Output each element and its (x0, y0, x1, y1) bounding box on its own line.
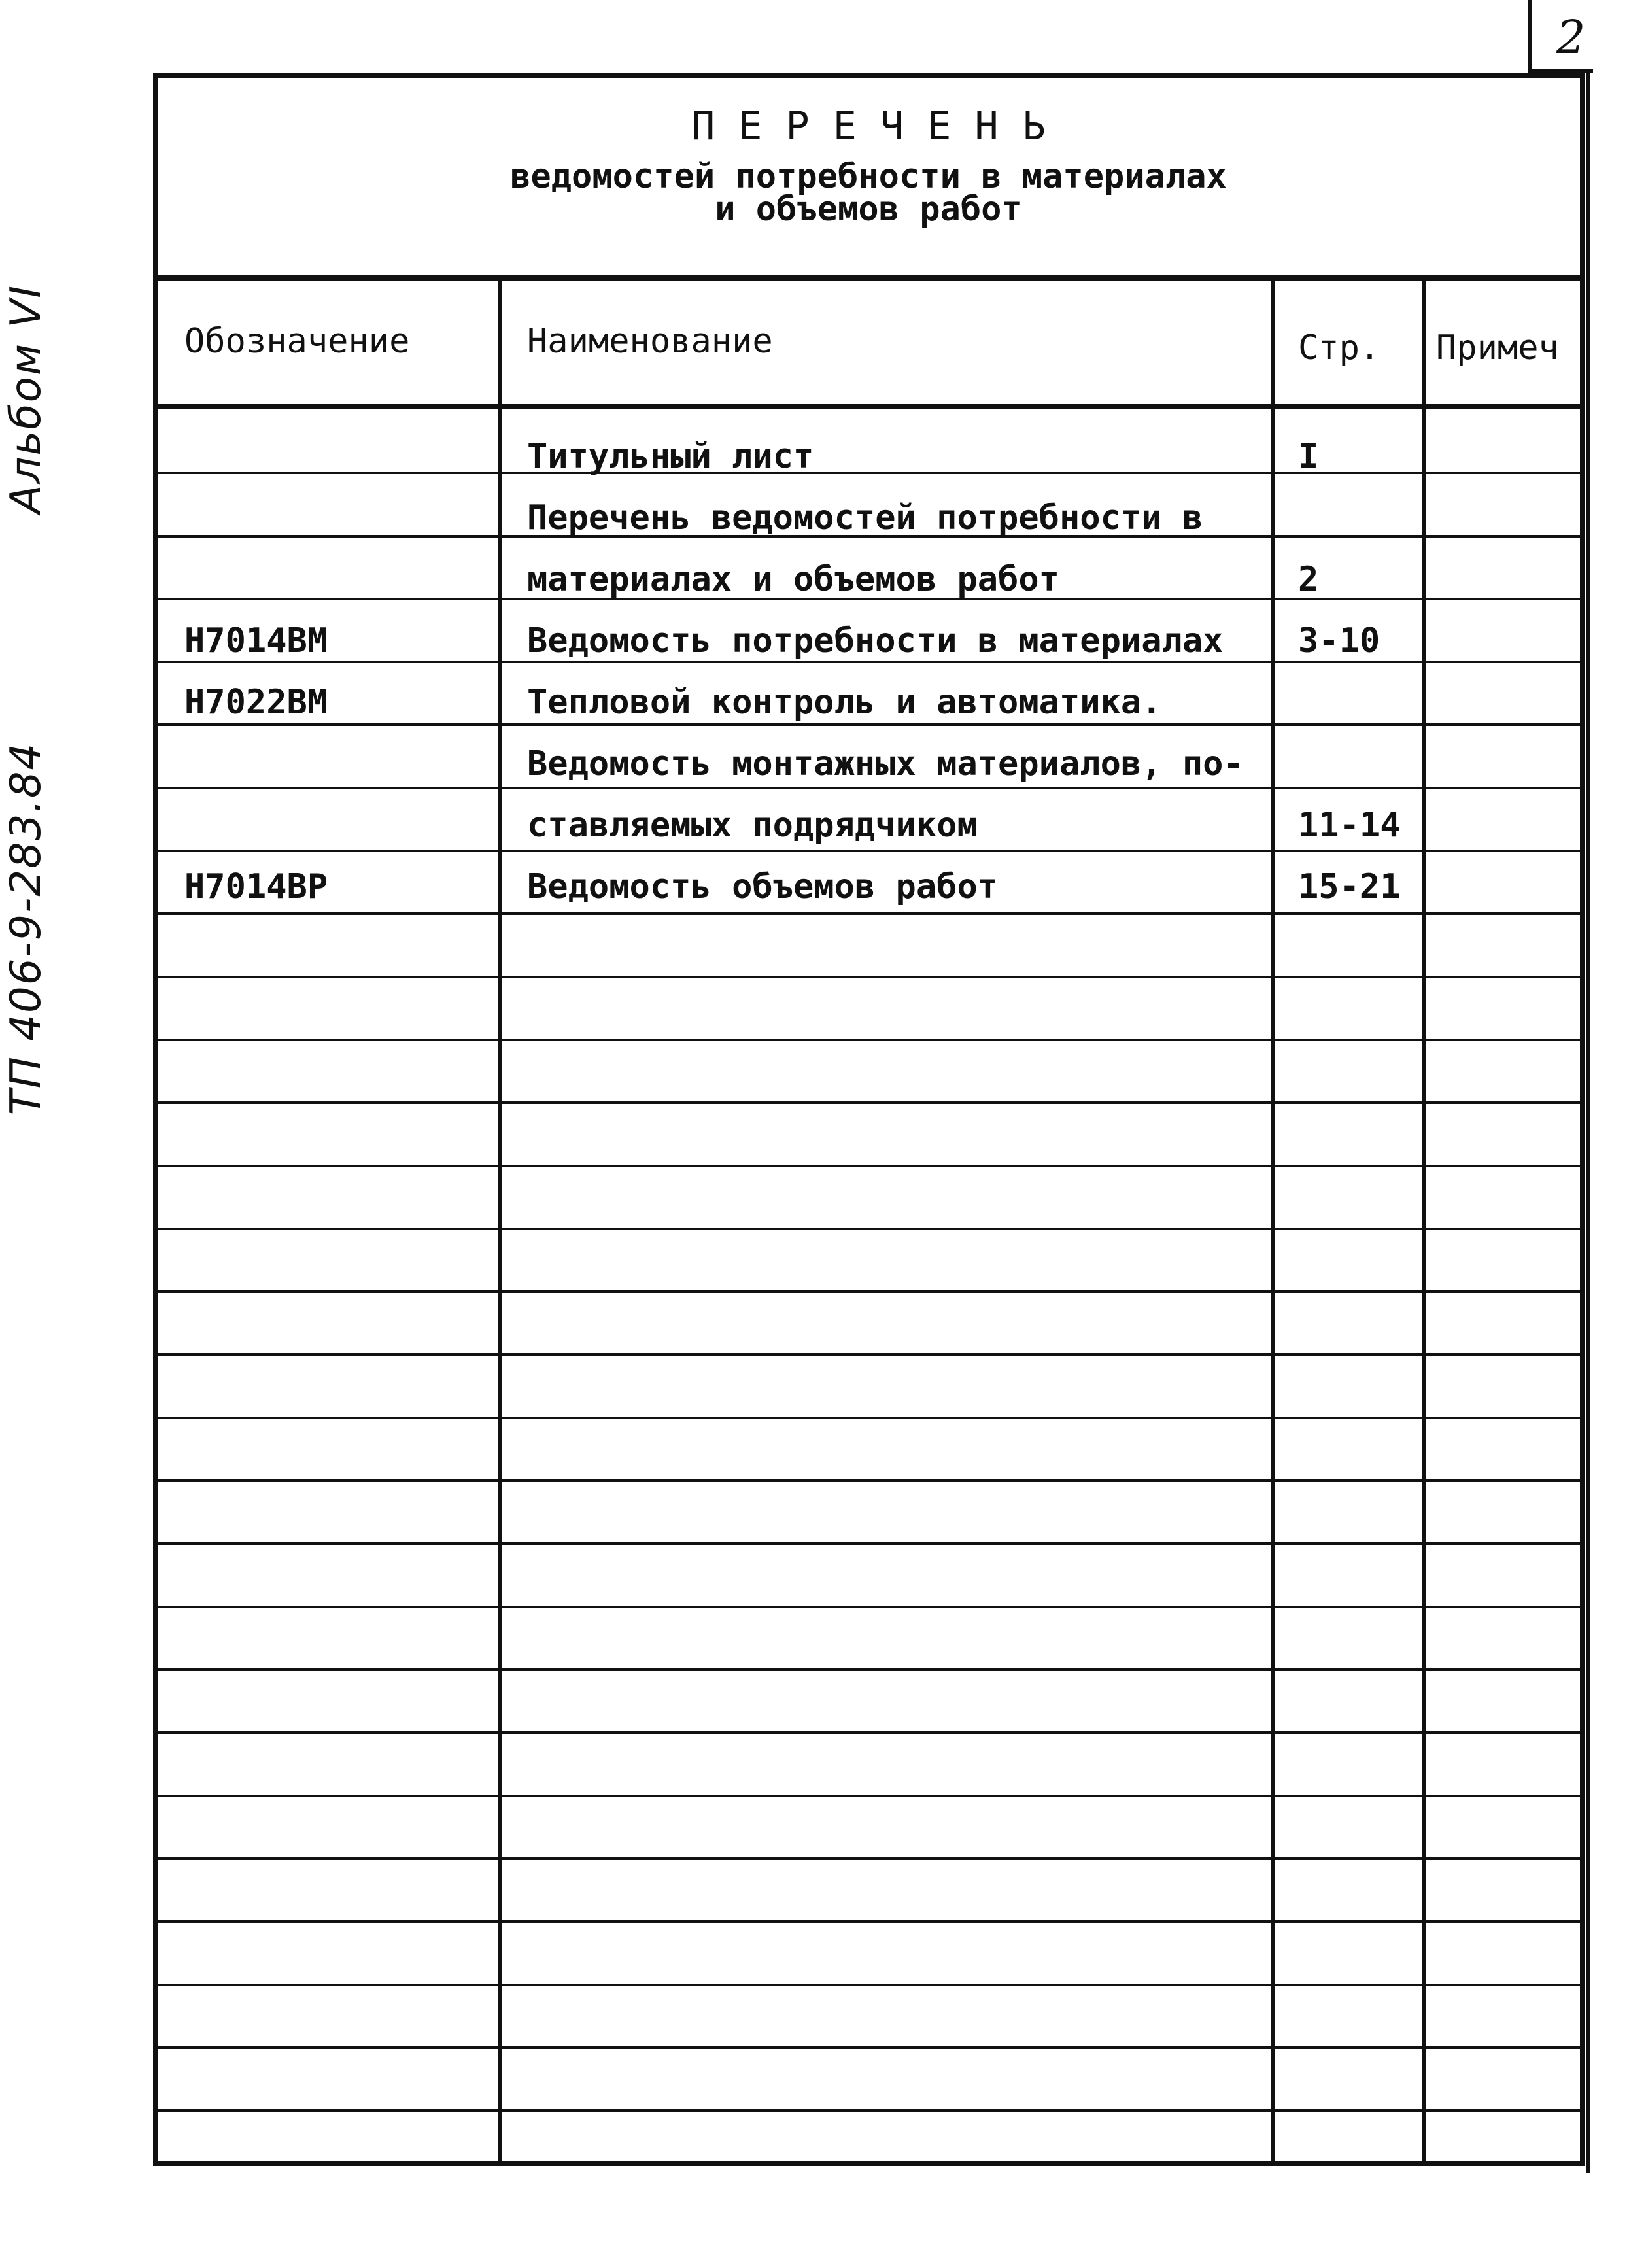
table-row-line (156, 1417, 1581, 1419)
table-row-line (156, 1353, 1581, 1356)
cell-name: ставляемых подрядчиком (527, 806, 978, 845)
table-row-line (156, 1857, 1581, 1860)
project-stamp: ТП 406-9-283.84 (2, 742, 50, 1116)
document-title: П Е Р Е Ч Е Н Ь (691, 103, 1046, 149)
document-subtitle-line1: ведомостей потребности в материалах (510, 157, 1227, 196)
table-row-line (156, 1795, 1581, 1797)
column-header-name: Наименование (527, 322, 773, 361)
table-row-line (156, 976, 1581, 978)
column-header-divider (156, 404, 1581, 409)
document-subtitle-line2: и объемов работ (715, 190, 1022, 229)
column-divider-designation (498, 278, 502, 2165)
cell-name: Перечень ведомостей потребности в (527, 498, 1203, 538)
cell-name: Титульный лист (527, 437, 814, 476)
table-row-line (156, 472, 1581, 474)
album-stamp: Альбом VI (2, 284, 50, 514)
column-header-note: Примеч (1436, 328, 1559, 368)
header-divider (156, 275, 1581, 281)
table-row-line (156, 912, 1581, 915)
cell-page: 15-21 (1298, 867, 1401, 906)
cell-name: Ведомость объемов работ (527, 867, 999, 906)
table-row-line (156, 661, 1581, 663)
page-number: 2 (1556, 10, 1586, 64)
column-divider-name (1271, 278, 1275, 2165)
cell-designation: Н7022ВМ (184, 683, 328, 722)
cell-name: материалах и объемов работ (527, 560, 1059, 599)
table-row-line (156, 1542, 1581, 1545)
table-row-line (156, 2046, 1581, 2049)
table-row-line (156, 1101, 1581, 1104)
column-header-designation: Обозначение (184, 322, 410, 361)
table-row-line (156, 850, 1581, 852)
cell-name: Ведомость потребности в материалах (527, 621, 1224, 661)
document-frame (153, 73, 1585, 2166)
column-divider-page (1422, 278, 1426, 2165)
right-edge-line (1586, 73, 1590, 2173)
cell-name: Тепловой контроль и автоматика. (527, 683, 1162, 722)
table-row-line (156, 787, 1581, 789)
table-row-line (156, 1731, 1581, 1734)
cell-page: 3-10 (1298, 621, 1380, 661)
table-row-line (156, 1606, 1581, 1608)
cell-page: I (1298, 437, 1319, 476)
cell-page: 11-14 (1298, 806, 1401, 845)
table-row-line (156, 1920, 1581, 1923)
cell-name: Ведомость монтажных материалов, по- (527, 744, 1244, 783)
table-row-line (156, 1668, 1581, 1671)
column-header-page: Стр. (1298, 328, 1380, 368)
table-row-line (156, 1479, 1581, 1482)
table-row-line (156, 1228, 1581, 1230)
table-row-line (156, 1290, 1581, 1293)
table-row-line (156, 2109, 1581, 2112)
table-row-line (156, 723, 1581, 726)
table-row-line (156, 1165, 1581, 1167)
cell-designation: Н7014ВМ (184, 621, 328, 661)
table-row-line (156, 1984, 1581, 1986)
cell-designation: Н7014ВР (184, 867, 328, 906)
table-row-line (156, 1039, 1581, 1041)
cell-page: 2 (1298, 560, 1319, 599)
